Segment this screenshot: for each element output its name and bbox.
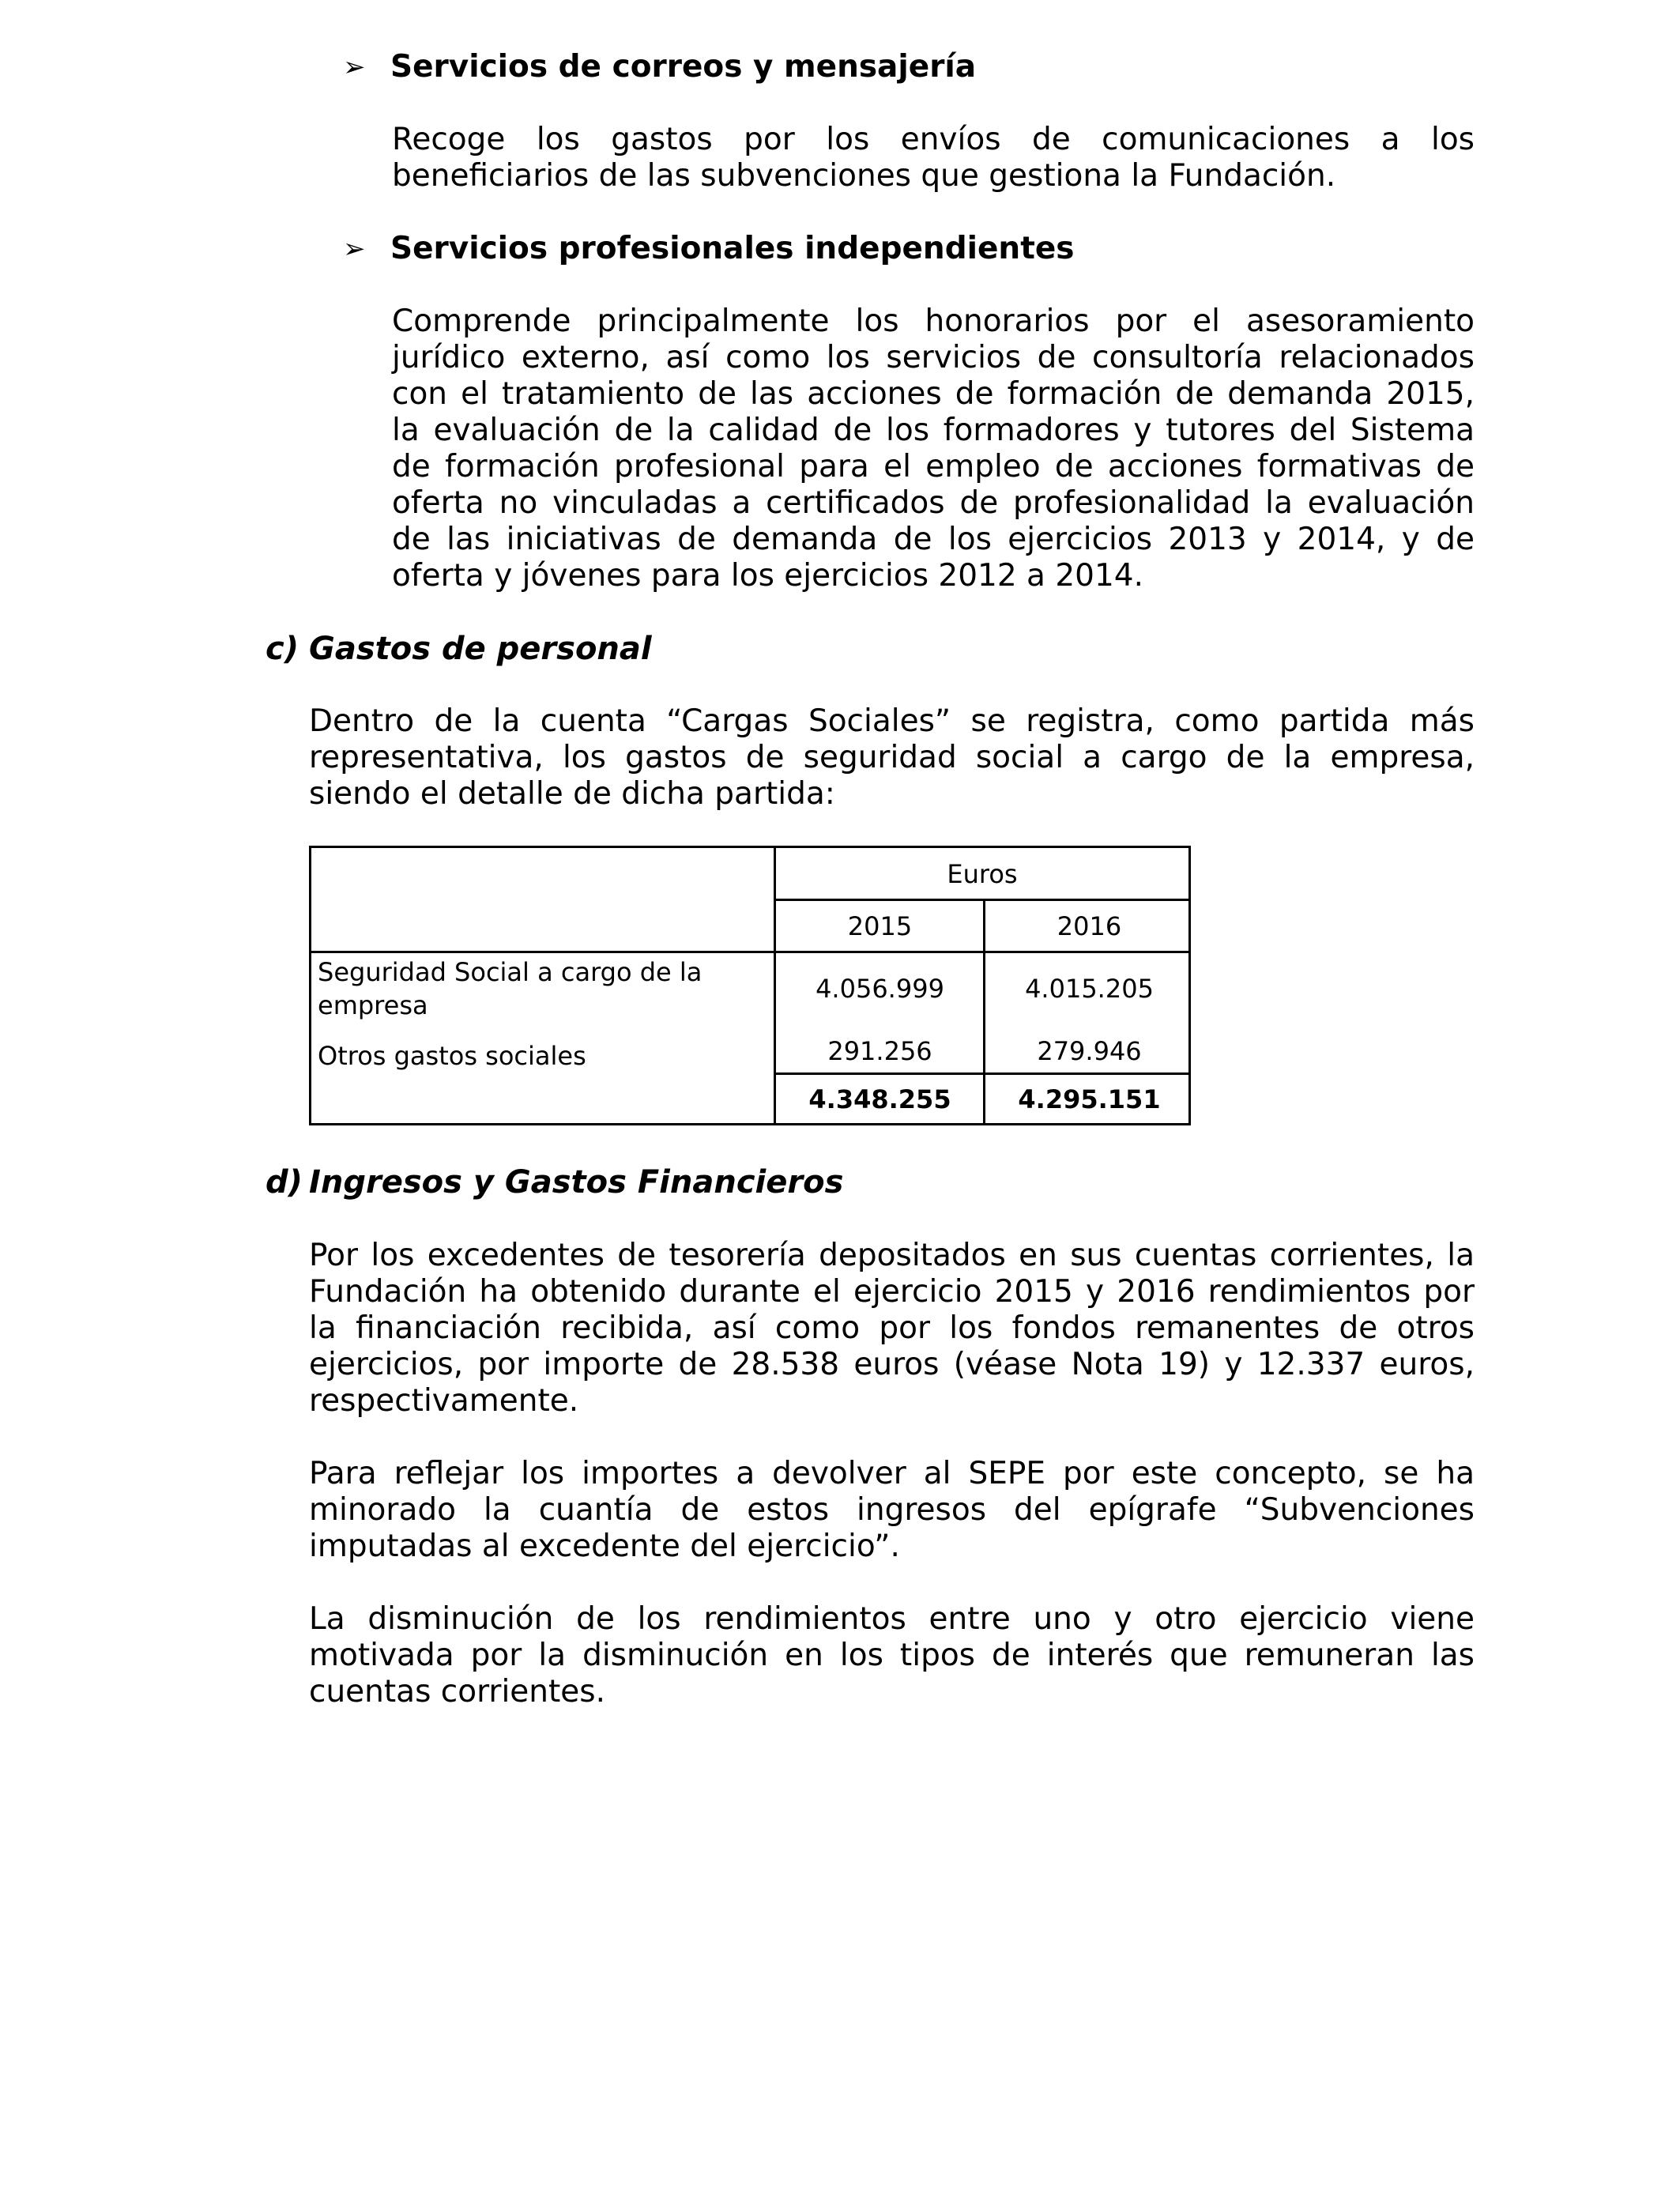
table-cell: 4.056.999 bbox=[816, 974, 944, 1004]
table-cell: 4.015.205 bbox=[1025, 974, 1154, 1004]
section-letter: d) bbox=[266, 1164, 303, 1201]
table-row-label: Seguridad Social a cargo de la bbox=[318, 957, 703, 987]
paragraph-financieros-3: La disminución de los rendimientos entre uno y otro ejercicio viene motivada por la disminución en los tipos de interés que remuneran las cuentas corrientes. bbox=[309, 1601, 1475, 1710]
paragraph-financieros-1: Por los excedentes de tesorería depositados en sus cuentas corrientes, la Fundación ha obtenido durante el ejercicio 2015 y 2016 rendimientos por la financiación recibida, así como por los fondos remanentes de otros ejercicios, por importe de 28.538 euros (véase Nota 19) y 12.337 euros, respectivamente. bbox=[309, 1238, 1475, 1419]
section-heading-gastos-personal bbox=[266, 631, 652, 667]
heading-text: Servicios de correos y mensajería bbox=[390, 49, 977, 85]
table-column-header: 2016 bbox=[1057, 911, 1122, 941]
paragraph-profesionales: Comprende principalmente los honorarios por el asesoramiento jurídico externo, así como los servicios de consultoría relacionados con el tratamiento de las acciones de formación de demanda 2015, la evaluación de la calidad de los formadores y tutores del Sistema de formación profesional para el empleo de acciones formativas de oferta no vinculadas a certificados de profesionalidad la evaluación de las iniciativas de demanda de los ejercicios 2013 y 2014, y de oferta y jóvenes para los ejercicios 2012 a 2014. bbox=[392, 303, 1475, 594]
table-row-label: Otros gastos sociales bbox=[318, 1041, 586, 1071]
table-total: 4.348.255 bbox=[808, 1084, 951, 1114]
section-heading-ingresos-gastos-financieros bbox=[266, 1164, 843, 1201]
section-letter: c) bbox=[266, 631, 299, 667]
heading-text: Servicios profesionales independientes bbox=[390, 231, 1075, 266]
table-cell: 279.946 bbox=[1037, 1036, 1142, 1066]
table-cell: 291.256 bbox=[827, 1036, 932, 1066]
table-group-header: Euros bbox=[947, 859, 1018, 889]
paragraph-correos: Recoge los gastos por los envíos de comunicaciones a los beneficiarios de las subvenciones que gestiona la Fundación. bbox=[392, 122, 1475, 194]
paragraph-financieros-2: Para reflejar los importes a devolver al SEPE por este concepto, se ha minorado la cuantía de estos ingresos del epígrafe “Subvenciones imputadas al excedente del ejercicio”. bbox=[309, 1456, 1475, 1564]
heading-servicios-profesionales bbox=[343, 231, 1075, 267]
paragraph-personal: Dentro de la cuenta “Cargas Sociales” se registra, como partida más representativa, los gastos de seguridad social a cargo de la empresa, siendo el detalle de dicha partida: bbox=[309, 703, 1475, 812]
table-column-header: 2015 bbox=[847, 911, 913, 941]
table-total: 4.295.151 bbox=[1018, 1084, 1161, 1114]
table-divider bbox=[311, 951, 1188, 953]
table-divider bbox=[774, 1072, 1188, 1075]
heading-servicios-correos bbox=[343, 49, 976, 85]
table-divider bbox=[774, 899, 1188, 901]
section-title: Ingresos y Gastos Financieros bbox=[309, 1164, 844, 1201]
arrowhead-bullet-icon: ➢ bbox=[343, 51, 366, 83]
table-row-label: empresa bbox=[318, 990, 428, 1020]
cargas-sociales-table bbox=[309, 846, 1191, 1125]
section-title: Gastos de personal bbox=[309, 631, 652, 667]
arrowhead-bullet-icon: ➢ bbox=[343, 233, 366, 265]
